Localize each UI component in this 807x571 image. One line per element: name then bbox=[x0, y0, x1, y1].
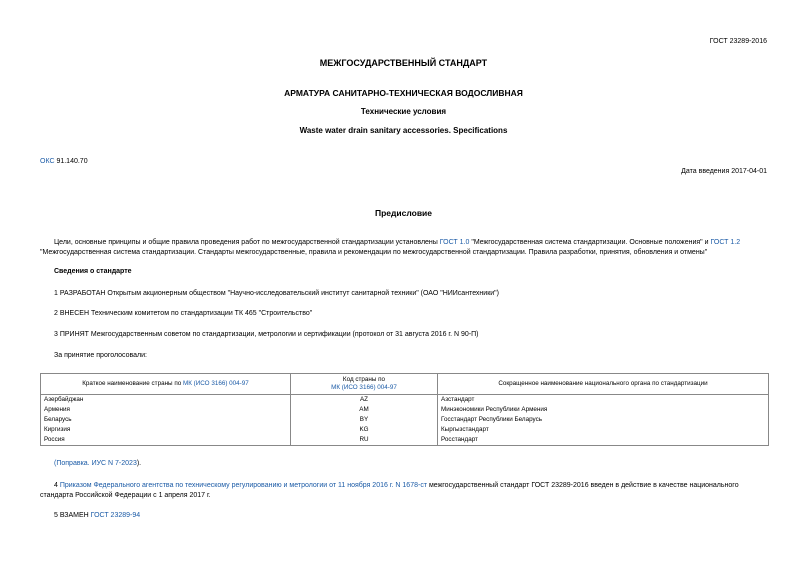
amendment-link[interactable]: Поправка. ИУС N 7-2023 bbox=[56, 460, 137, 467]
country-cell: Киргизия bbox=[41, 425, 291, 435]
body-cell: Росстандарт bbox=[438, 435, 769, 446]
document-title-en: Waste water drain sanitary accessories. Specifications bbox=[299, 126, 508, 135]
mk-iso-link-col1[interactable]: МК (ИСО 3166) 004-97 bbox=[182, 379, 249, 387]
oks-link[interactable]: ОКС bbox=[40, 158, 55, 165]
item-submitted: 2 ВНЕСЕН Техническим комитетом по стандартизации ТК 465 "Строительство" bbox=[54, 310, 313, 317]
country-cell: Беларусь bbox=[41, 415, 291, 425]
voted-label: За принятие проголосовали: bbox=[54, 352, 147, 359]
code-cell: RU bbox=[291, 435, 438, 446]
item-adopted: 3 ПРИНЯТ Межгосударственным советом по стандартизации, метрологии и сертификации (протокол от 31 августа 2016 г. N 90-П) bbox=[54, 331, 479, 338]
gost-1-0-link[interactable]: ГОСТ 1.0 bbox=[439, 239, 470, 246]
document-subtitle: Технические условия bbox=[360, 107, 447, 116]
column-header-country: Краткое наименование страны по МК (ИСО 3166) 004-97 bbox=[41, 374, 291, 395]
code-cell: KG bbox=[291, 425, 438, 435]
table-header-row bbox=[41, 374, 769, 395]
body-cell: Госстандарт Республики Беларусь bbox=[438, 415, 769, 425]
country-cell: Армения bbox=[41, 405, 291, 415]
table-row bbox=[41, 395, 769, 406]
oks-classification bbox=[40, 158, 88, 166]
column-header-code: Код страны по МК (ИСО 3166) 004-97 bbox=[291, 374, 438, 395]
item-replaces: 5 ВЗАМЕН ГОСТ 23289-94 bbox=[54, 512, 141, 519]
table-row bbox=[41, 415, 769, 425]
foreword-paragraph: Цели, основные принципы и общие правила проведения работ по межгосударственной стандартизации установлены ГОСТ 1.0 "Межгосударственная система стандартизации. Основные положения" и ГОСТ 1.2 "Межгосударственная система стандартизации. Стандарты межгосударственные, правила и рекомендации по межгосударственной стандартизации. Правила разработки, принятия, обновления и отмены" bbox=[40, 239, 741, 257]
standard-info-heading: Сведения о стандарте bbox=[54, 268, 132, 275]
table-row bbox=[41, 425, 769, 435]
code-cell: BY bbox=[291, 415, 438, 425]
countries-table bbox=[40, 373, 769, 446]
order-link[interactable]: Приказом Федерального агентства по техническому регулированию и метрологии от 11 ноября 2016 г. N 1678-ст bbox=[59, 482, 428, 489]
body-cell: Азстандарт bbox=[438, 395, 769, 406]
intro-date: Дата введения 2017-04-01 bbox=[681, 168, 767, 175]
foreword-heading: Предисловие bbox=[374, 208, 433, 218]
document-number: ГОСТ 23289-2016 bbox=[709, 38, 767, 45]
gost-23289-94-link[interactable]: ГОСТ 23289-94 bbox=[90, 512, 141, 519]
amendment-note: (Поправка. ИУС N 7-2023). bbox=[54, 460, 142, 467]
mk-iso-link-col2[interactable]: МК (ИСО 3166) 004-97 bbox=[331, 384, 397, 391]
item-enacted: 4 Приказом Федерального агентства по техническому регулированию и метрологии от 11 ноября 2016 г. N 1678-ст межгосударственный стандарт ГОСТ 23289-2016 введен в действие в качестве национального стандарта Российской Федерации с 1 апреля 2017 г. bbox=[40, 482, 739, 500]
table-row bbox=[41, 405, 769, 415]
item-developed: 1 РАЗРАБОТАН Открытым акционерным обществом "Научно-исследовательский институт санитарной техники" (ОАО "НИИсантехники") bbox=[54, 290, 499, 297]
body-cell: Минэкономики Республики Армения bbox=[438, 405, 769, 415]
gost-1-2-link[interactable]: ГОСТ 1.2 bbox=[710, 239, 741, 246]
code-cell: AZ bbox=[291, 395, 438, 406]
body-cell: Кыргызстандарт bbox=[438, 425, 769, 435]
code-cell: AM bbox=[291, 405, 438, 415]
country-cell: Азербайджан bbox=[41, 395, 291, 406]
document-title: АРМАТУРА САНИТАРНО-ТЕХНИЧЕСКАЯ ВОДОСЛИВНАЯ bbox=[284, 88, 523, 98]
country-cell: Россия bbox=[41, 435, 291, 446]
table-row bbox=[41, 435, 769, 446]
oks-code: 91.140.70 bbox=[54, 158, 88, 165]
column-header-body: Сокращенное наименование национального органа по стандартизации bbox=[438, 374, 769, 395]
standard-type-heading: МЕЖГОСУДАРСТВЕННЫЙ СТАНДАРТ bbox=[319, 58, 488, 68]
